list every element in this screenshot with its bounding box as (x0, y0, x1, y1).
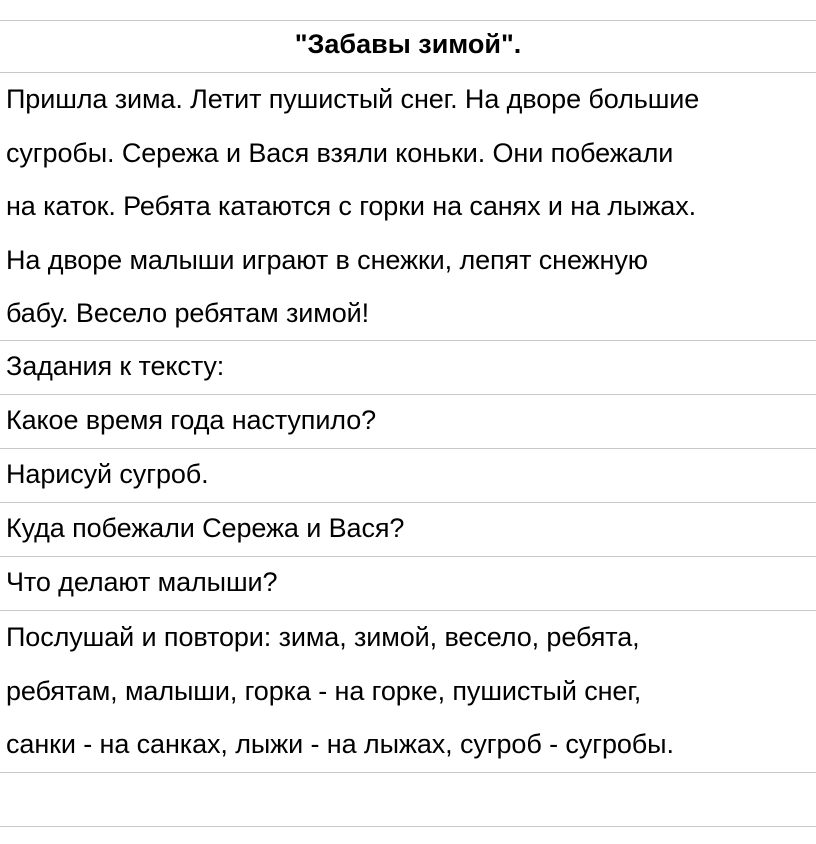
worksheet-title-row (0, 21, 816, 73)
question-row (0, 395, 816, 449)
repeat-line: ребятам, малыши, горка - на горке, пушистый снег, (6, 675, 642, 706)
tasks-heading-row (0, 341, 816, 395)
worksheet-table (0, 20, 816, 827)
story-line: сугробы. Сережа и Вася взяли коньки. Они побежали (6, 137, 674, 168)
question-row (0, 503, 816, 557)
story-line: Пришла зима. Летит пушистый снег. На дворе большие (6, 84, 700, 114)
story-row (0, 73, 816, 341)
empty-row (0, 773, 816, 827)
repeat-line: Послушай и повтори: зима, зимой, весело, ребята, (6, 622, 640, 652)
story-line: на каток. Ребята катаются с горки на санях и на лыжах. (6, 191, 697, 221)
story-line: бабу. Весело ребятам зимой! (6, 298, 370, 328)
question-text: Что делают малыши? (6, 567, 278, 597)
worksheet-title: "Забавы зимой". (294, 29, 522, 59)
question-text: Какое время года наступило? (6, 405, 377, 435)
tasks-heading: Задания к тексту: (6, 351, 225, 381)
question-row (0, 557, 816, 611)
question-text: Куда побежали Сережа и Вася? (6, 513, 405, 543)
repeat-row (0, 611, 816, 773)
story-line: На дворе малыши играют в снежки, лепят снежную (6, 244, 648, 275)
question-text: Нарисуй сугроб. (6, 459, 209, 489)
repeat-line: санки - на санках, лыжи - на лыжах, сугроб - сугробы. (6, 729, 674, 759)
question-row (0, 449, 816, 503)
